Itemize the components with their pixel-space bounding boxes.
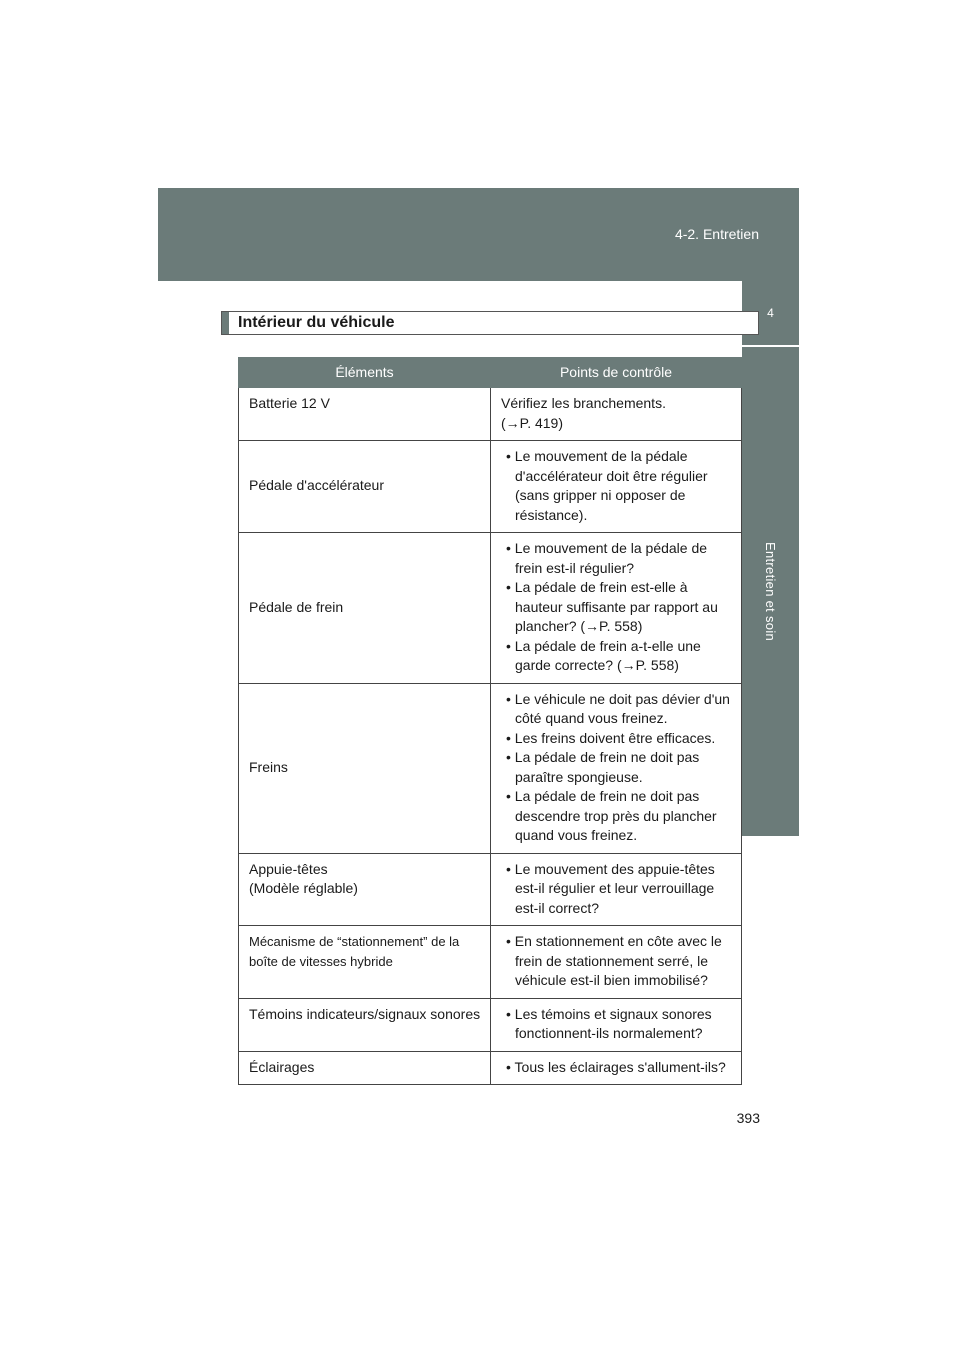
table-row [239,853,742,926]
checkpoint-cell [491,441,742,533]
table-row [239,683,742,853]
section-reference: 4-2. Entretien [674,226,759,242]
item-cell: Pédale de frein [239,533,491,684]
item-cell: Pédale d'accélérateur [239,441,491,533]
chapter-number: 4 [767,306,774,320]
chapter-title-vertical [742,347,799,836]
checkpoint-cell [491,926,742,999]
column-header-checkpoints: Points de contrôle [491,358,742,388]
checkpoint-cell [491,1051,742,1085]
checkpoint-bullet: • Le mouvement des appuie-têtes est-il régulier et leur verrouillage est-il correct? [501,860,732,919]
checkpoint-cell [491,683,742,853]
item-cell: Témoins indicateurs/signaux sonores [239,998,491,1051]
item-cell: Appuie-têtes (Modèle réglable) [239,853,491,926]
checkpoint-bullet: • Les freins doivent être efficaces. [501,729,732,749]
inspection-table [238,357,742,1085]
section-title-box [221,311,759,335]
checkpoint-bullet: • La pédale de frein ne doit pas descendre trop près du plancher quand vous freinez. [501,787,732,846]
checkpoint-bullet: • Le véhicule ne doit pas dévier d'un côté quand vous freinez. [501,690,732,729]
checkpoint-bullet: • En stationnement en côte avec le frein de stationnement serré, le véhicule est-il bien immobilisé? [501,932,732,991]
item-cell: Freins [239,683,491,853]
checkpoint-bullet: • Le mouvement de la pédale de frein est-il régulier? [501,539,732,578]
table-row [239,926,742,999]
checkpoint-bullet: • La pédale de frein a-t-elle une garde correcte? (→P. 558) [501,637,732,676]
column-header-items: Éléments [239,358,491,388]
checkpoint-bullet: • Le mouvement de la pédale d'accélérateur doit être régulier (sans gripper ni opposer de résistance). [501,447,732,525]
page-number: 393 [736,1110,760,1126]
checkpoint-bullet: • La pédale de frein ne doit pas paraître spongieuse. [501,748,732,787]
checkpoint-bullet: • La pédale de frein est-elle à hauteur suffisante par rapport au plancher? (→P. 558) [501,578,732,637]
table-row [239,998,742,1051]
checkpoint-cell [491,853,742,926]
table-row [239,388,742,441]
item-cell: Éclairages [239,1051,491,1085]
checkpoint-line: (→P. 419) [501,414,563,431]
checkpoint-cell [491,388,742,441]
checkpoint-bullet: • Tous les éclairages s'allument-ils? [501,1058,739,1078]
section-title-marker [222,312,229,334]
table-row [239,1051,742,1085]
checkpoint-bullet: • Les témoins et signaux sonores fonctionnent-ils normalement? [501,1005,732,1044]
table-header-row [239,358,742,388]
chapter-header-band [158,188,799,281]
chapter-title: Entretien et soin [763,541,778,642]
table-row [239,533,742,684]
checkpoint-cell [491,998,742,1051]
section-title: Intérieur du véhicule [238,314,395,331]
item-cell: Batterie 12 V [239,388,491,441]
item-cell: Mécanisme de “stationnement” de la boîte de vitesses hybride [239,926,491,999]
checkpoint-cell [491,533,742,684]
table-row [239,441,742,533]
checkpoint-line: Vérifiez les branchements. [501,395,666,411]
